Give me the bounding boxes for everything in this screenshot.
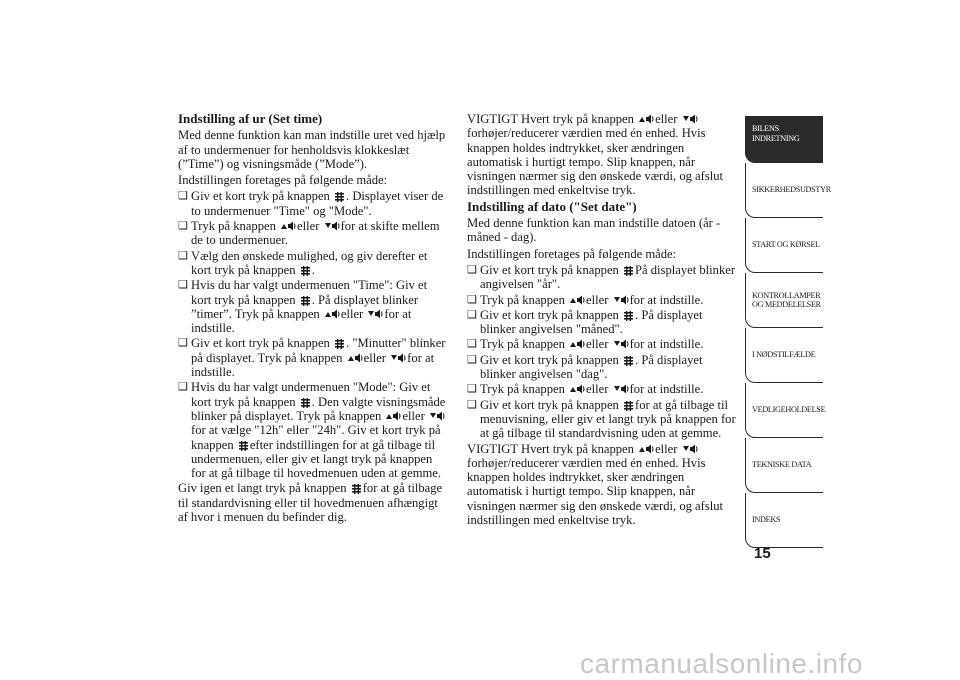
menu-button-icon [623,401,634,411]
menu-button-icon [300,398,311,408]
menu-button-icon [623,266,634,276]
down-volume-button-icon [613,294,629,306]
list-item: ❑ Tryk på knappen eller for at indstille. [467,337,739,351]
tab-start-og-korsel[interactable]: START OG KØRSEL [745,218,823,273]
menu-button-icon [334,339,345,349]
down-volume-button-icon [613,338,629,350]
tab-vedligeholdelse[interactable]: VEDLIGEHOLDELSE [745,383,823,438]
section-heading-set-date: Indstilling af dato ("Set date") [467,198,637,214]
menu-button-icon [623,356,634,366]
paragraph: Giv igen et langt tryk på knappen for at gå tilbage til standardvisning eller til hovedmenuen afhængigt af hvor i menuen du befinder dig. [178,481,443,525]
chapter-tabs [745,116,831,548]
paragraph: Indstillingen foretages på følgende måde: [467,246,677,261]
up-volume-button-icon [385,410,401,422]
watermark: carmanualsonline.info [580,648,863,679]
up-volume-button-icon [569,338,585,350]
tab-tekniske-data[interactable]: TEKNISKE DATA [745,438,823,493]
down-volume-button-icon [613,383,629,395]
up-volume-button-icon [569,294,585,306]
list-item: ❑ Giv et kort tryk på knappen . På displayet blinker angivelsen "måned". [467,308,739,337]
up-volume-button-icon [569,383,585,395]
list-item: ❑ Giv et kort tryk på knappen for at gå tilbage til menuvisning, eller giv et langt tryk på knappen for at gå tilbage til standardvisning uden at gemme. [467,398,739,441]
list-item: ❑ Tryk på knappen eller for at indstille. [467,382,739,396]
tab-kontrollamper[interactable]: KONTROLLAMPER OG MEDDELELSER [745,273,823,328]
up-volume-button-icon [280,220,296,232]
down-volume-button-icon [367,308,383,320]
list-item: ❑ Giv et kort tryk på knappen . "Minutter" blinker på displayet. Tryk på knappen eller for at indstille. [178,336,448,379]
menu-button-icon [351,484,362,494]
list-item: ❑ Tryk på knappen eller for at skifte mellem de to undermenuer. [178,219,448,248]
list-item: ❑ Hvis du har valgt undermenuen "Time": Giv et kort tryk på knappen . På displayet blinker ”timer”. Tryk på knappen eller for at indstille. [178,278,448,335]
menu-button-icon [334,192,345,202]
menu-button-icon [623,311,634,321]
paragraph: Med denne funktion kan man indstille datoen (år - måned - dag). [467,216,721,245]
list-item: ❑ Giv et kort tryk på knappen På displayet blinker angivelsen "år". [467,263,739,292]
left-column [178,112,448,526]
up-volume-button-icon [638,443,654,455]
list-item: ❑ Vælg den ønskede mulighed, og giv derefter et kort tryk på knappen . [178,249,448,278]
down-volume-button-icon [682,113,698,125]
right-column [467,112,739,529]
page-number: 15 [754,545,771,562]
section-heading-set-time: Indstilling af ur (Set time) [178,111,323,126]
down-volume-button-icon [682,443,698,455]
up-volume-button-icon [638,113,654,125]
down-volume-button-icon [390,352,406,364]
menu-button-icon [300,296,311,306]
menu-button-icon [300,266,311,276]
tab-sikkerhedsudstyr[interactable]: SIKKERHEDSUDSTYR [745,163,823,218]
up-volume-button-icon [324,308,340,320]
important-note: VIGTIGT Hvert tryk på knappen eller forhøjer/reducerer værdien med én enhed. Hvis knappen holdes indtrykket, sker ændringen automatisk i hurtigt tempo. Slip knappen, når visningen nærmer sig den ønskede værdi, og afslut indstillingen med enkeltvise tryk. [467,441,724,528]
list-item: ❑ Hvis du har valgt undermenuen "Mode": Giv et kort tryk på knappen . Den valgte visningsmåde blinker på displayet. Tryk på knappen eller for at vælge "12h" eller "24h". Giv et kort tryk på knappen efter indstillingen for at gå tilbage til undermenuen, eller giv et langt tryk på knappen for at gå tilbage til hovedmenuen uden at gemme. [178,380,448,480]
tab-bilens-indretning[interactable]: BILENS INDRETNING [745,116,823,163]
paragraph: Med denne funktion kan man indstille uret ved hjælp af to undermenuer for henholdsvis klokkeslæt (”Time”) og visningsmåde (”Mode”). [178,128,446,171]
tab-i-nodstilfaelde[interactable]: I NØDSTILFÆLDE [745,328,823,383]
down-volume-button-icon [429,410,445,422]
paragraph: Indstillingen foretages på følgende måde: [178,173,388,188]
down-volume-button-icon [324,220,340,232]
important-note: VIGTIGT Hvert tryk på knappen eller forhøjer/reducerer værdien med én enhed. Hvis knappen holdes indtrykket, sker ændringen automatisk i hurtigt tempo. Slip knappen, når visningen nærmer sig den ønskede værdi, og afslut indstillingen med enkeltvise tryk. [467,112,724,198]
tab-indeks[interactable]: INDEKS [745,493,823,548]
list-item: ❑ Giv et kort tryk på knappen . Displayet viser de to undermenuer "Time" og "Mode". [178,189,448,218]
menu-button-icon [238,441,249,451]
list-item: ❑ Tryk på knappen eller for at indstille. [467,293,739,307]
list-item: ❑ Giv et kort tryk på knappen . På displayet blinker angivelsen "dag". [467,353,739,382]
up-volume-button-icon [347,352,363,364]
